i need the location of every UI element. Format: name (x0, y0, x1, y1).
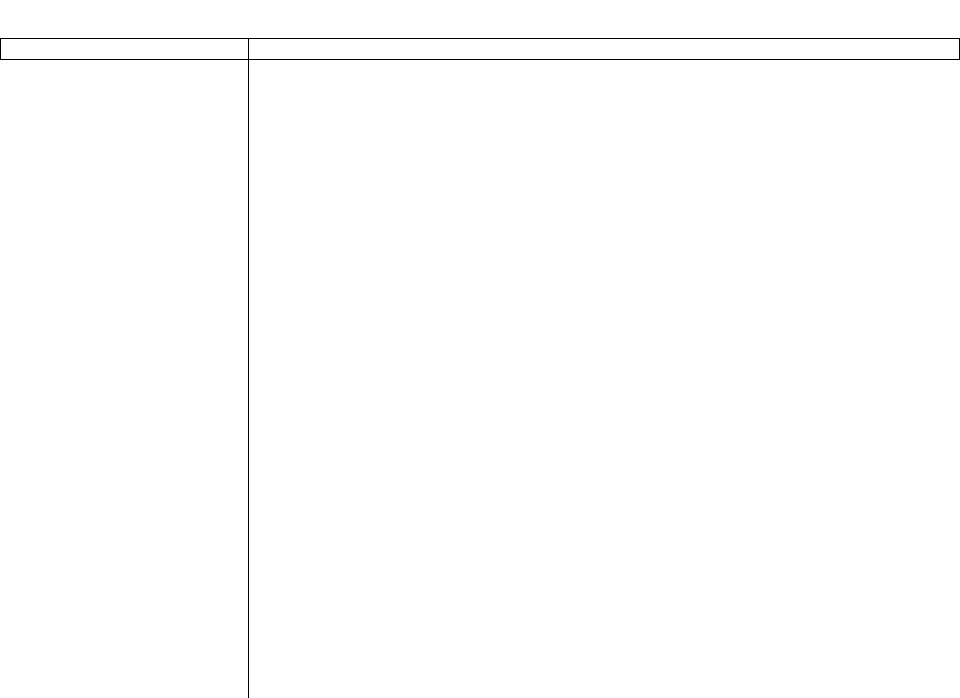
header-class (440, 38, 550, 58)
header-student (250, 38, 420, 58)
header-bottom-border (0, 59, 960, 60)
header-place (584, 38, 712, 58)
header-teacher (714, 38, 958, 58)
header-competition (0, 38, 248, 58)
name-column-border (248, 38, 249, 698)
